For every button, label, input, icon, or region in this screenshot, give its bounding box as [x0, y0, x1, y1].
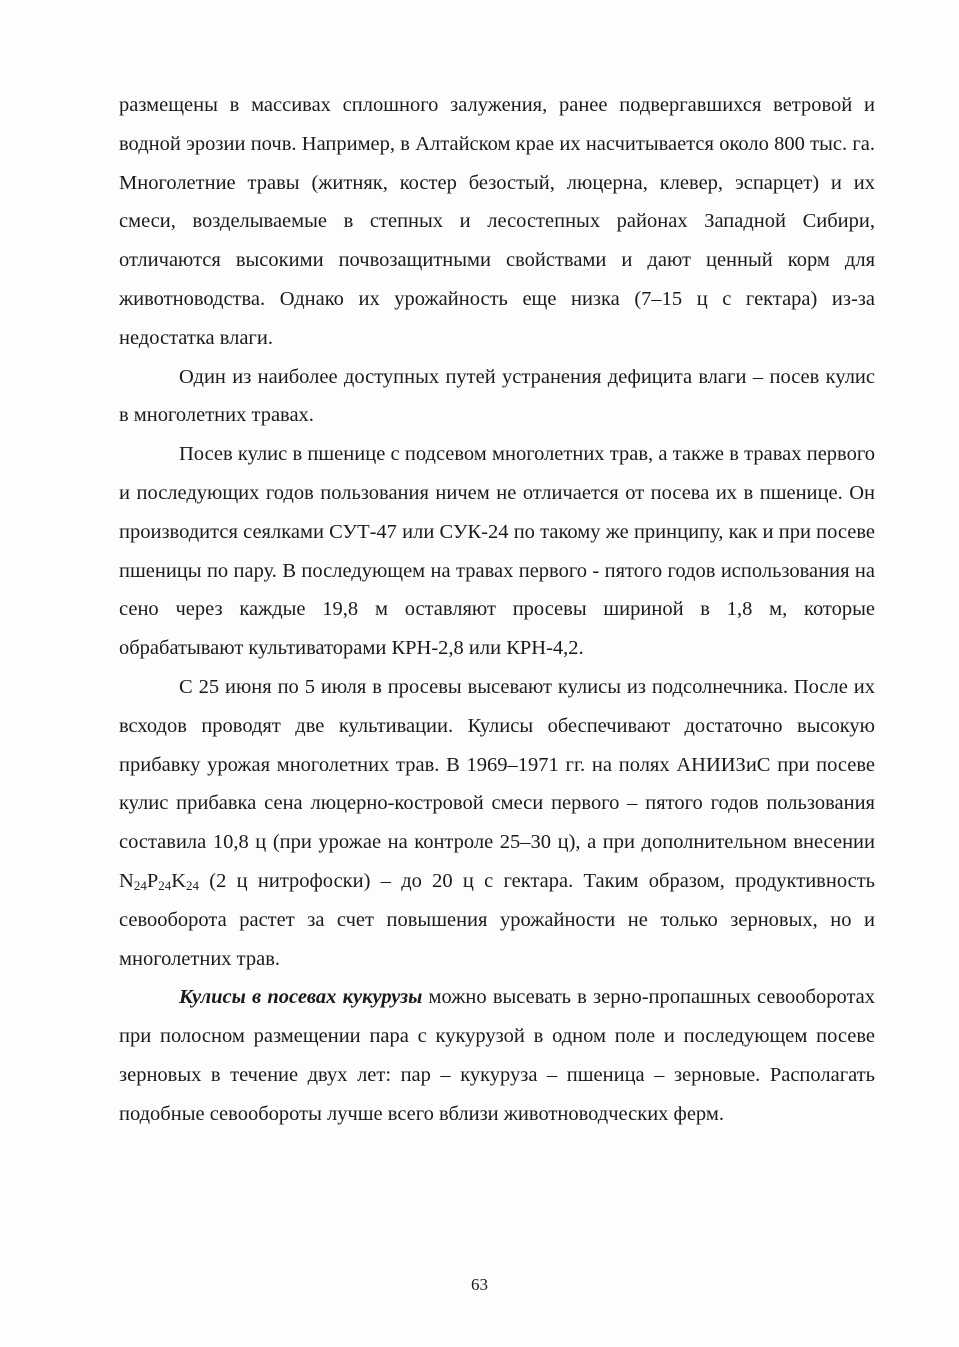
formula-n-subscript: 24	[133, 877, 147, 893]
formula-p-subscript: 24	[158, 877, 172, 893]
body-text	[119, 86, 875, 1134]
paragraph-5	[119, 978, 875, 1133]
paragraph-3: Посев кулис в пшенице с подсевом многолетних трав, а также в травах первого и последующих годов пользования ничем не отличается от посева их в пшенице. Он производится сеялками СУТ-47 или СУК-24 по такому же принципу, как и при посеве пшеницы по пару. В последующем на травах первого - пятого годов использования на сено через каждые 19,8 м оставляют просевы шириной в 1,8 м, которые обрабатывают культиваторами КРН-2,8 или КРН-4,2.	[119, 443, 875, 660]
formula-k: K	[171, 869, 187, 892]
paragraph-4	[119, 668, 875, 978]
paragraph-2: Один из наиболее доступных путей устранения дефицита влаги – посев кулис в многолетних травах.	[119, 365, 875, 427]
formula-k-subscript: 24	[186, 877, 200, 893]
paragraph-4-text-start: С 25 июня по 5 июля в просевы высевают кулисы из подсолнечника. После их всходов проводят две культивации. Кулисы обеспечивают достаточно высокую прибавку урожая многолетних трав. В 1969–1971 гг. на полях АНИИЗиС при посеве кулис прибавка сена люцерно-костровой смеси первого – пятого годов пользования составила 10,8 ц (при урожае на контроле 25–30 ц), а при дополнительном внесении	[119, 675, 875, 854]
page-number: 63	[471, 1275, 488, 1294]
paragraph-1: размещены в массивах сплошного залужения, ранее подвергавшихся ветровой и водной эрозии почв. Например, в Алтайском крае их насчитывается около 800 тыс. га. Многолетние травы (житняк, костер безостый, люцерна, клевер, эспарцет) и их смеси, возделываемые в степных и лесостепных районах Западной Сибири, отличаются высокими почвозащитными свойствами и дают ценный корм для животноводства. Однако их урожайность еще низка (7–15 ц с гектара) из-за недостатка влаги.	[119, 94, 875, 349]
formula-n: N	[119, 869, 134, 892]
paragraph-5-emphasis: Кулисы в посевах кукурузы	[179, 986, 423, 1009]
paragraph-5-text: можно высевать в зерно-пропашных севооборотах при полосном размещении пара с кукурузой в одном поле и последующем посеве зерновых в течение двух лет: пар – кукуруза – пшеница – зерновые. Располагать подобные севообороты лучше всего вблизи животноводческих ферм.	[119, 986, 875, 1125]
paragraph-4-text-end: (2 ц нитрофоски) – до 20 ц с гектара. Таким образом, продуктивность севооборота растет за счет повышения урожайности не только зерновых, но и многолетних трав.	[119, 869, 875, 970]
formula-p: P	[146, 869, 159, 892]
